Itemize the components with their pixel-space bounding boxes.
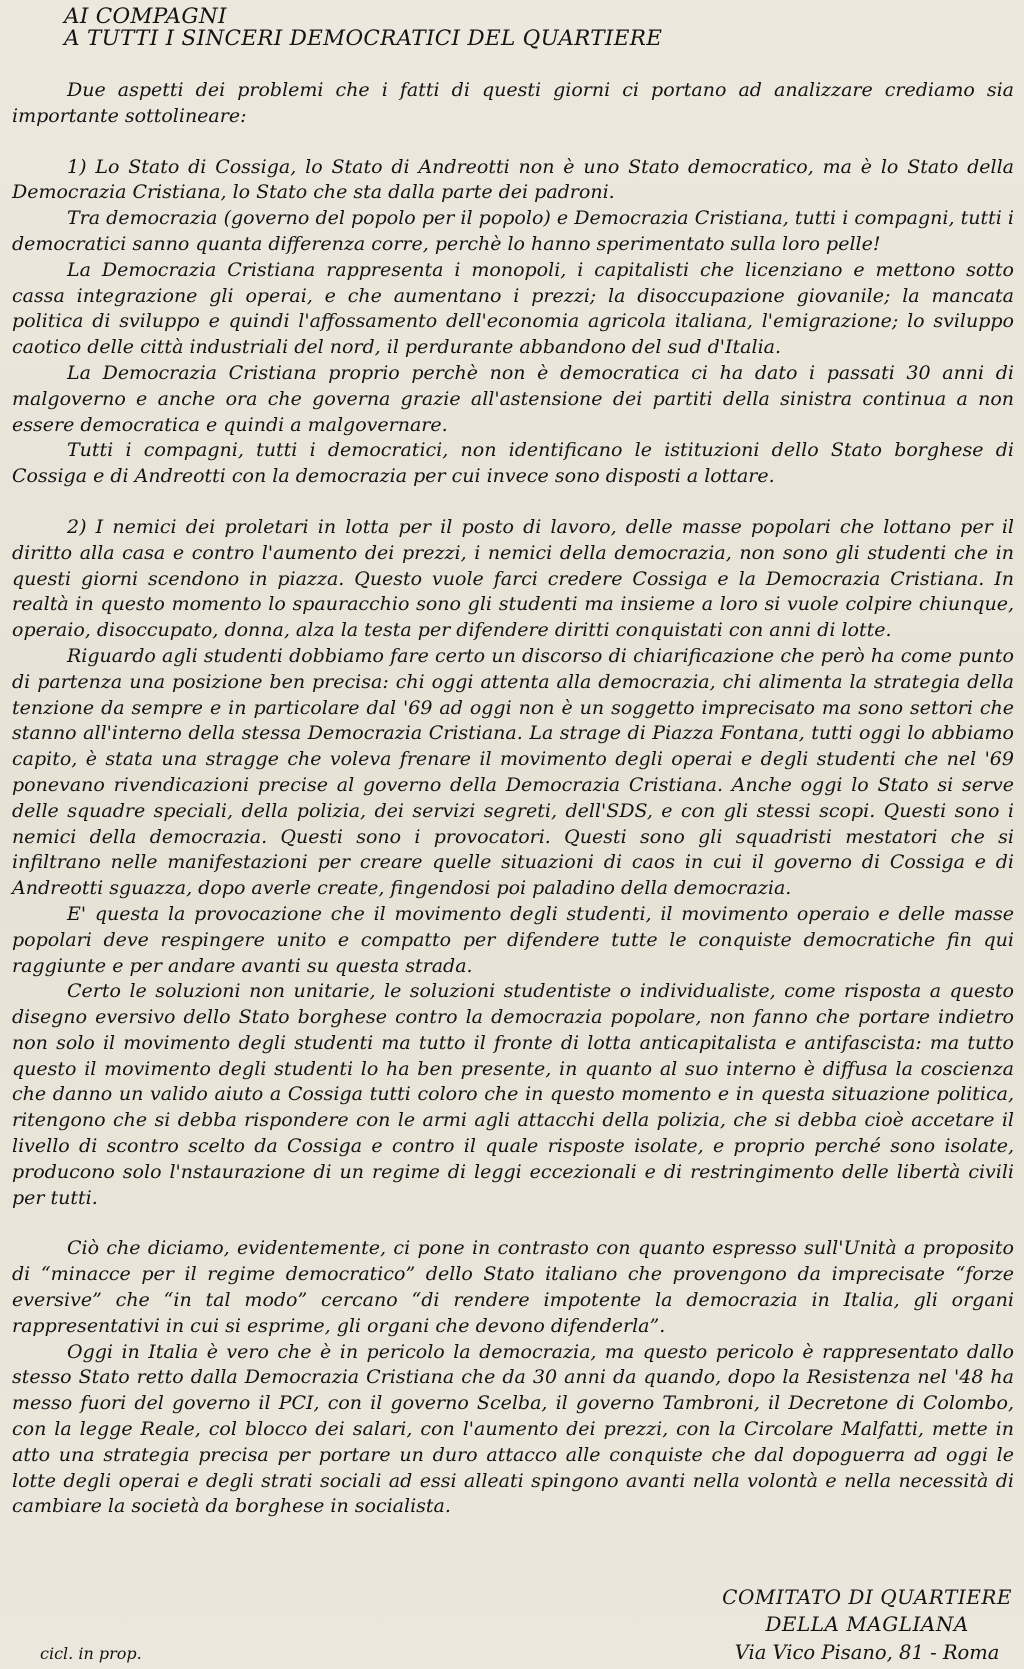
leaflet-body — [12, 78, 1014, 1520]
body-paragraph: Tra democrazia (governo del popolo per il popolo) e Democrazia Cristiana, tutti i compagni, tutti i democratici sanno quanta differenza corre, perchè lo hanno sperimentato sulla loro pelle! — [12, 207, 1014, 255]
signature-org-line-1: COMITATO DI QUARTIERE — [722, 1585, 1012, 1609]
body-paragraph: Tutti i compagni, tutti i democratici, non identificano le istituzioni dello Stato borghese di Cossiga e di Andreotti con la democrazia per cui invece sono disposti a lottare. — [12, 439, 1014, 488]
print-note: cicl. in prop. — [40, 1644, 142, 1663]
body-paragraph: La Democrazia Cristiana rappresenta i monopoli, i capitalisti che licenziano e mettono sotto cassa integrazione gli operai, e che aumentano i prezzi; la disoccupazione giovanile; la mancata politica di sviluppo e quindi l'affossamento dell'economia agricola italiana, l'emigrazione; lo sviluppo caotico delle città industriali del nord, il perdurante abbandono del sud d'Italia. — [12, 258, 1014, 359]
signature-org-line-2: DELLA MAGLIANA — [765, 1612, 969, 1636]
signature-block — [722, 1584, 1012, 1666]
body-paragraph: Certo le soluzioni non unitarie, le soluzioni studentiste o individualiste, come risposta a questo disegno eversivo dello Stato borghese contro la democrazia popolare, non fanno che portare indietro non solo il movimento degli studenti ma tutto il fronte di lotta anticapitalista e antifascista: ma tutto questo il movimento degli studenti lo ha ben presente, in quanto al suo interno è diffusa la coscienza che danno un valido aiuto a Cossiga tutti coloro che in questo momento e in questa situazione politica, ritengono che si debba rispondere con le armi agli attacchi della polizia, che si debba cioè accetare il livello di scontro scelto da Cossiga e contro il quale risposte isolate, e proprio perché sono isolate, producono solo l'nstaurazione di un regime di leggi eccezionali e di restringimento delle libertà civili per tutti. — [12, 980, 1014, 1209]
body-paragraph: Riguardo agli studenti dobbiamo fare certo un discorso di chiarificazione che però ha come punto di partenza una posizione ben precisa: chi oggi attenta alla democrazia, chi alimenta la strategia della tenzione da sempre e in particolare dal '69 ad oggi non è un soggetto imprecisato ma sono settori che stanno all'interno della stessa Democrazia Cristiana. La strage di Piazza Fontana, tutti oggi lo abbiamo capito, è stata una stragge che voleva frenare il movimento degli operai e degli studenti che nel '69 ponevano rivendicazioni precise al governo della Democrazia Cristiana. Anche oggi lo Stato si serve delle squadre speciali, della polizia, dei servizi segreti, dell'SDS, e con gli stessi scopi. Questi sono i nemici della democrazia. Questi sono i provocatori. Questi sono gli squadristi mestatori che si infiltrano nelle manifestazioni per creare quelle situazioni di caos in cui il governo di Cossiga e di Andreotti sguazza, dopo averle create, fingendosi poi paladino della democrazia. — [12, 644, 1014, 900]
body-paragraph: 2) I nemici dei proletari in lotta per il posto di lavoro, delle masse popolari che lottano per il diritto alla casa e contro l'aumento dei prezzi, i nemici della democrazia, non sono gli studenti che in questi giorni scendono in piazza. Questo vuole farci credere Cossiga e la Democrazia Cristiana. In realtà in questo momento lo spauracchio sono gli studenti ma insieme a loro si vuole colpire chiunque, operaio, disoccupato, donna, alza la testa per difendere diritti conquistati con anni di lotte. — [12, 515, 1014, 642]
body-paragraph: E' questa la provocazione che il movimento degli studenti, il movimento operaio e delle masse popolari deve respingere unito e compatto per difendere tutte le conquiste democratiche fin qui raggiunte e per andare avanti su questa strada. — [12, 902, 1014, 977]
signature-address: Via Vico Pisano, 81 - Roma — [734, 1641, 1000, 1664]
body-paragraph: Ciò che diciamo, evidentemente, ci pone in contrasto con quanto espresso sull'Unità a proposito di “minacce per il regime democratico” dello Stato italiano che provengono da imprecisate “forze eversive” che “in tal modo” cercano “di rendere impotente la democrazia in Italia, gli organi rappresentativi in cui si esprime, gli organi che devono difenderla”. — [12, 1237, 1014, 1337]
heading-line-2: A TUTTI I SINCERI DEMOCRATICI DEL QUARTIERE — [64, 26, 663, 51]
heading-line-1: AI COMPAGNI — [64, 4, 227, 29]
leaflet-heading — [64, 6, 1014, 50]
body-paragraph: Due aspetti dei problemi che i fatti di questi giorni ci portano ad analizzare crediamo sia importante sottolineare: — [12, 79, 1014, 127]
body-paragraph: La Democrazia Cristiana proprio perchè non è democratica ci ha dato i passati 30 anni di malgoverno e anche ora che governa grazie all'astensione dei partiti della sinistra continua a non essere democratica e quindi a malgovernare. — [12, 361, 1014, 436]
body-paragraph: 1) Lo Stato di Cossiga, lo Stato di Andreotti non è uno Stato democratico, ma è lo Stato della Democrazia Cristiana, lo Stato che sta dalla parte dei padroni. — [12, 155, 1014, 204]
body-paragraph: Oggi in Italia è vero che è in pericolo la democrazia, ma questo pericolo è rappresentato dallo stesso Stato retto dalla Democrazia Cristiana che da 30 anni da quando, dopo la Resistenza nel '48 ha messo fuori del governo il PCI, con il governo Scelba, il governo Tambroni, il Decretone di Colombo, con la legge Reale, col blocco dei salari, con l'aumento dei prezzi, con la Circolare Malfatti, mette in atto una strategia precisa per portare un duro attacco alle conquiste che dal dopoguerra ad oggi le lotte degli operai e degli strati sociali ad essi alleati spingono avanti nella volontà e nella necessità di cambiare la società da borghese in socialista. — [12, 1340, 1014, 1518]
